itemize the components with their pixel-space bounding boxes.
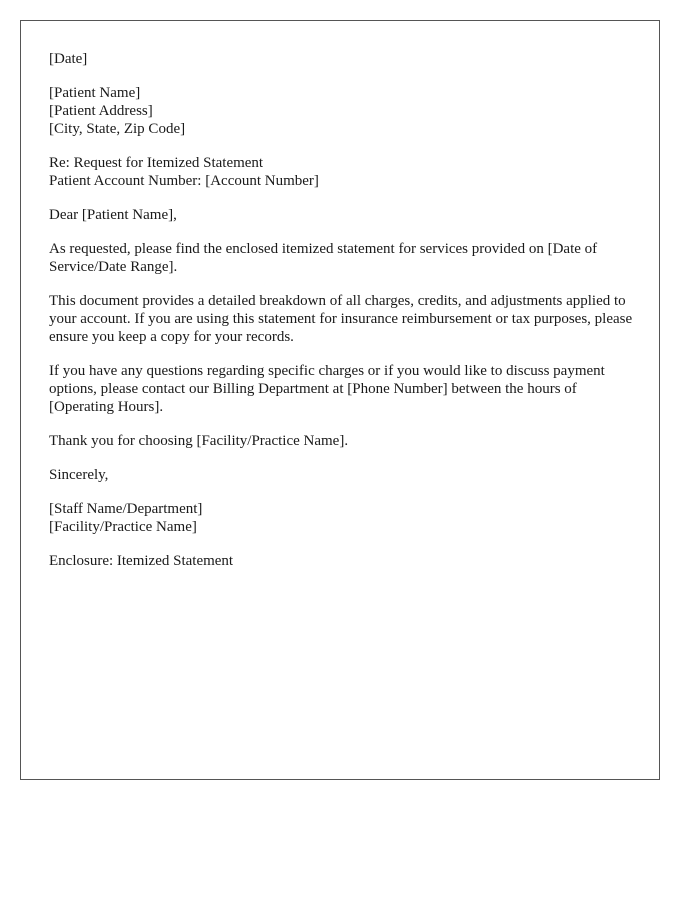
account-number-line: Patient Account Number: [Account Number] (49, 173, 319, 189)
paragraph-2 (49, 292, 634, 346)
closing: Sincerely, (49, 467, 109, 483)
signature-facility: [Facility/Practice Name] (49, 519, 197, 535)
signature-staff: [Staff Name/Department] (49, 501, 203, 517)
recipient-name: [Patient Name] (49, 85, 141, 101)
paragraph-3 (49, 362, 634, 416)
letter-body (49, 50, 634, 586)
paragraph-text: If you have any questions regarding specific charges or if you would like to discuss payment options, please contact our Billing Department at [Phone Number] between the hours of [Operating Hours]. (49, 363, 605, 415)
letter-date: [Date] (49, 51, 88, 67)
enclosure-block (49, 552, 634, 570)
recipient-address: [Patient Address] (49, 103, 153, 119)
closing-block (49, 466, 634, 484)
recipient-city-state-zip: [City, State, Zip Code] (49, 121, 186, 137)
paragraph-text: Thank you for choosing [Facility/Practice Name]. (49, 433, 349, 449)
signature-block (49, 500, 634, 536)
paragraph-text: As requested, please find the enclosed itemized statement for services provided on [Date of Service/Date Range]. (49, 241, 598, 275)
paragraph-4 (49, 432, 634, 450)
subject-line: Re: Request for Itemized Statement (49, 155, 264, 171)
salutation: Dear [Patient Name], (49, 207, 177, 223)
date-block (49, 50, 634, 68)
enclosure-note: Enclosure: Itemized Statement (49, 553, 234, 569)
salutation-block (49, 206, 634, 224)
paragraph-text: This document provides a detailed breakdown of all charges, credits, and adjustments applied to your account. If you are using this statement for insurance reimbursement or tax purposes, please ensure you keep a copy for your records. (49, 293, 633, 345)
letter-page (20, 20, 660, 780)
paragraph-1 (49, 240, 634, 276)
recipient-address-block (49, 84, 634, 138)
subject-block (49, 154, 634, 190)
